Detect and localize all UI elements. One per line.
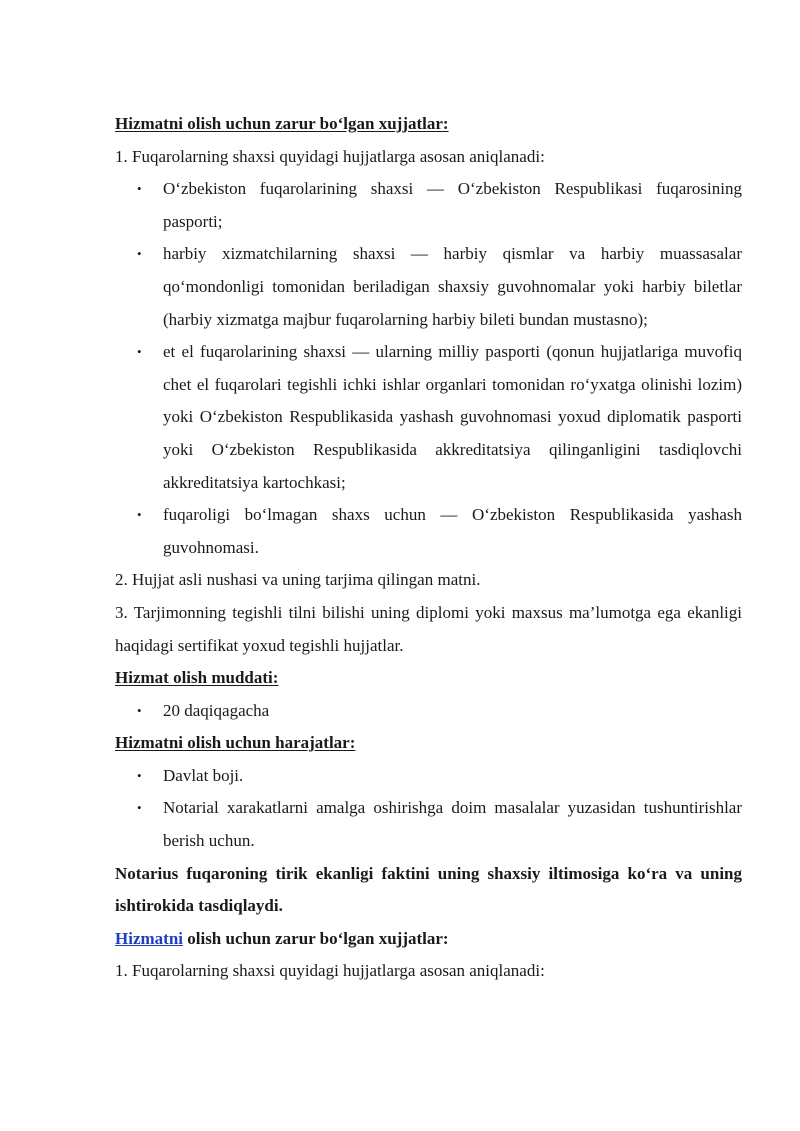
document-body: [115, 108, 742, 988]
list-item-text: Davlat boji.: [163, 765, 244, 785]
list-item-text: harbiy xizmatchilarning shaxsi — harbiy qismlar va harbiy muassasalar qo‘mondonligi tomonidan beriladigan shaxsiy guvohnomalar yoki harbiy biletlar (harbiy xizmatga majbur fuqarolarning harbiy bileti bundan mustasno);: [163, 244, 742, 329]
bullet-list-identity-documents: [115, 173, 742, 564]
list-item-text: Notarial xarakatlarni amalga oshirishga doim masalalar yuzasidan tushuntirishlar berish uchun.: [163, 798, 742, 851]
bullet-icon: •: [137, 181, 142, 197]
list-item: [115, 695, 742, 728]
list-item: [115, 238, 742, 336]
paragraph-item-1: 1. Fuqarolarning shaxsi quyidagi hujjatlarga asosan aniqlanadi:: [115, 146, 545, 166]
bullet-icon: •: [137, 344, 142, 360]
list-item: [115, 792, 742, 857]
paragraph-item-3: 3. Tarjimonning tegishli tilni bilishi uning diplomi yoki maxsus ma’lumotga ega ekanligi haqidagi sertifikat yoxud tegishli hujjatlar.: [115, 602, 742, 655]
list-item-text: 20 daqiqagacha: [163, 700, 270, 720]
list-item-text: O‘zbekiston fuqarolarining shaxsi — O‘zbekiston Respublikasi fuqarosining pasporti;: [163, 179, 742, 231]
bullet-icon: •: [137, 702, 142, 718]
bullet-icon: •: [137, 767, 142, 783]
list-item: [115, 336, 742, 499]
bullet-icon: •: [137, 246, 142, 262]
list-item: [115, 173, 742, 238]
section-heading-duration: Hizmat olish muddati:: [115, 668, 279, 688]
section-heading-costs: Hizmatni olish uchun harajatlar:: [115, 733, 356, 753]
list-item-text: et el fuqarolarining shaxsi — ularning milliy pasporti (qonun hujjatlariga muvofiq chet el fuqarolari tegishli ichki ishlar organlari tomonidan ro‘yxatga olinishi lozim) yoki O‘zbekiston Respublikasida yashash guvohnomasi yoxud diplomatik pasporti yoki O‘zbekiston Respublikasida akkreditatsiya qilinganligini tasdiqlovchi akkreditatsiya kartochkasi;: [163, 342, 742, 492]
bullet-list-duration: [115, 695, 742, 728]
paragraph-item-1-repeat: 1. Fuqarolarning shaxsi quyidagi hujjatlarga asosan aniqlanadi:: [115, 961, 545, 981]
hizmatni-link[interactable]: Hizmatni: [115, 928, 183, 948]
bullet-icon: •: [137, 800, 142, 816]
list-item-text: fuqaroligi bo‘lmagan shaxs uchun — O‘zbekiston Respublikasida yashash guvohnomasi.: [163, 505, 742, 557]
bullet-icon: •: [137, 507, 142, 523]
paragraph-item-2: 2. Hujjat asli nushasi va uning tarjima qilingan matni.: [115, 570, 481, 590]
heading-rest-text: olish uchun zarur bo‘lgan xujjatlar:: [183, 928, 449, 948]
bullet-list-costs: [115, 760, 742, 858]
list-item: [115, 499, 742, 564]
notice-paragraph: Notarius fuqaroning tirik ekanligi faktini uning shaxsiy iltimosiga ko‘ra va uning ishtirokida tasdiqlaydi.: [115, 863, 742, 916]
section-heading-documents-repeat: [115, 923, 742, 956]
section-heading-documents: Hizmatni olish uchun zarur bo‘lgan xujjatlar:: [115, 114, 449, 133]
list-item: [115, 760, 742, 793]
